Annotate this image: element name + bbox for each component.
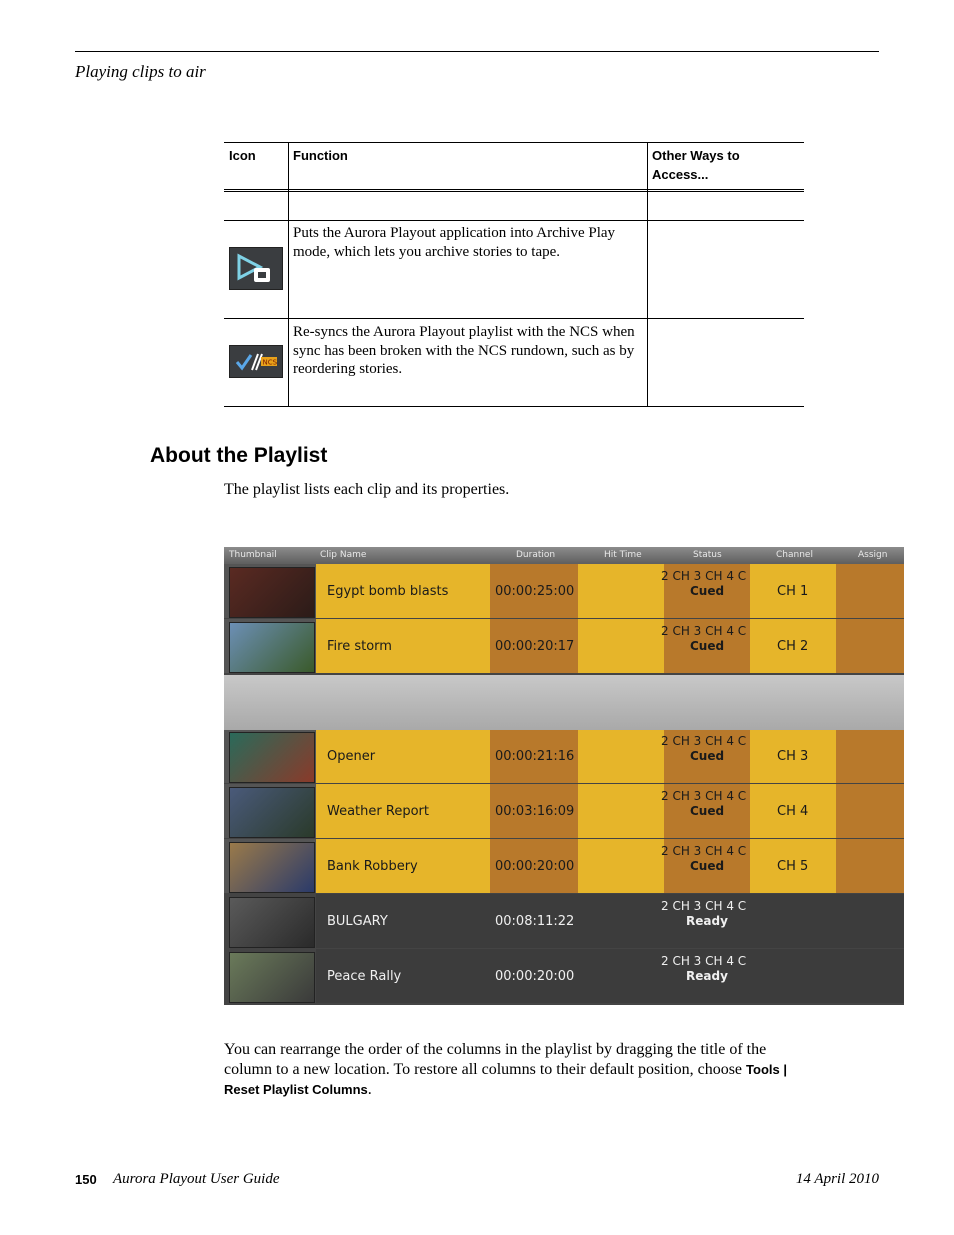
para-end: . bbox=[367, 1081, 372, 1098]
clip-channel: CH 2 bbox=[777, 639, 809, 654]
svg-text:NCS: NCS bbox=[262, 358, 278, 367]
archive-play-function: Puts the Aurora Playout application into Archive Play mode, which lets you archive stories to tape. bbox=[293, 225, 616, 260]
clip-name: Egypt bomb blasts bbox=[327, 584, 449, 599]
header-rule bbox=[75, 51, 879, 52]
body-paragraph bbox=[224, 1040, 806, 1100]
clip-duration: 00:03:16:09 bbox=[495, 804, 575, 819]
col-assign[interactable]: Assign bbox=[858, 550, 888, 560]
col-channel[interactable]: Channel bbox=[776, 550, 813, 560]
clip-thumbnail bbox=[229, 842, 315, 893]
clip-duration: 00:08:11:22 bbox=[495, 914, 575, 929]
clip-duration: 00:00:20:00 bbox=[495, 969, 575, 984]
col-thumbnail[interactable]: Thumbnail bbox=[229, 550, 277, 560]
playlist-screenshot bbox=[224, 547, 904, 1005]
clip-name: Fire storm bbox=[327, 639, 392, 654]
section-heading: About the Playlist bbox=[150, 444, 328, 467]
clip-status: Cued bbox=[690, 584, 725, 598]
function-table bbox=[224, 142, 804, 408]
clip-name: Weather Report bbox=[327, 804, 429, 819]
playlist-header bbox=[224, 547, 904, 564]
col-clip-name[interactable]: Clip Name bbox=[320, 550, 367, 560]
clip-status-channels: 2 CH 3 CH 4 C bbox=[661, 954, 747, 968]
clip-duration: 00:00:20:00 bbox=[495, 859, 575, 874]
playlist-row[interactable] bbox=[224, 784, 904, 839]
clip-status: Cued bbox=[690, 639, 725, 653]
clip-duration: 00:00:21:16 bbox=[495, 749, 575, 764]
clip-name: Bank Robbery bbox=[327, 859, 418, 874]
col-status[interactable]: Status bbox=[693, 550, 722, 560]
clip-name: Peace Rally bbox=[327, 969, 402, 984]
ncs-resync-function: Re-syncs the Aurora Playout playlist with the NCS when sync has been broken with the NCS rundown, such as by reordering stories. bbox=[293, 324, 635, 377]
playlist-row[interactable] bbox=[224, 619, 904, 674]
clip-duration: 00:00:25:00 bbox=[495, 584, 575, 599]
clip-channel: CH 1 bbox=[777, 584, 809, 599]
playlist-row[interactable] bbox=[224, 729, 904, 784]
footer-date: 14 April 2010 bbox=[795, 1171, 879, 1187]
para-text: You can rearrange the order of the columns in the playlist by dragging the title of the column to a new location. To restore all columns to their default position, choose bbox=[224, 1041, 767, 1078]
archive-play-icon bbox=[229, 247, 283, 290]
playlist-row[interactable] bbox=[224, 564, 904, 619]
guide-title: Aurora Playout User Guide bbox=[113, 1171, 280, 1187]
clip-thumbnail bbox=[229, 897, 315, 948]
clip-thumbnail bbox=[229, 622, 315, 673]
playlist-row[interactable] bbox=[224, 894, 904, 949]
clip-status-channels: 2 CH 3 CH 4 C bbox=[661, 624, 747, 638]
clip-status-channels: 2 CH 3 CH 4 C bbox=[661, 899, 747, 913]
clip-thumbnail bbox=[229, 787, 315, 838]
ncs-resync-icon bbox=[229, 345, 283, 378]
clip-channel: CH 3 bbox=[777, 749, 809, 764]
clip-thumbnail bbox=[229, 732, 315, 783]
clip-channel: CH 4 bbox=[777, 804, 809, 819]
running-header: Playing clips to air bbox=[75, 62, 206, 81]
col-duration[interactable]: Duration bbox=[516, 550, 556, 560]
clip-status-channels: 2 CH 3 CH 4 C bbox=[661, 789, 747, 803]
clip-channel: CH 5 bbox=[777, 859, 809, 874]
col-header-function: Function bbox=[293, 148, 348, 163]
clip-duration: 00:00:20:17 bbox=[495, 639, 575, 654]
clip-status-channels: 2 CH 3 CH 4 C bbox=[661, 844, 747, 858]
clip-status: Ready bbox=[686, 914, 728, 928]
clip-name: Opener bbox=[327, 749, 376, 764]
clip-status-channels: 2 CH 3 CH 4 C bbox=[661, 569, 747, 583]
clip-name: BULGARY bbox=[327, 914, 388, 929]
page-number: 150 bbox=[75, 1172, 97, 1187]
col-header-icon: Icon bbox=[229, 148, 256, 163]
col-header-other: Other Ways to Access... bbox=[652, 148, 740, 182]
clip-status: Ready bbox=[686, 969, 728, 983]
col-hit-time[interactable]: Hit Time bbox=[604, 550, 642, 560]
playlist-row[interactable] bbox=[224, 949, 904, 1004]
clip-status: Cued bbox=[690, 804, 725, 818]
playlist-row[interactable] bbox=[224, 839, 904, 894]
playlist-break-row bbox=[224, 675, 904, 730]
clip-status-channels: 2 CH 3 CH 4 C bbox=[661, 734, 747, 748]
section-intro: The playlist lists each clip and its properties. bbox=[224, 481, 510, 498]
clip-status: Cued bbox=[690, 859, 725, 873]
clip-status: Cued bbox=[690, 749, 725, 763]
menu-path: Tools | Reset Playlist Columns bbox=[224, 1062, 787, 1097]
clip-thumbnail bbox=[229, 567, 315, 618]
clip-thumbnail bbox=[229, 952, 315, 1003]
